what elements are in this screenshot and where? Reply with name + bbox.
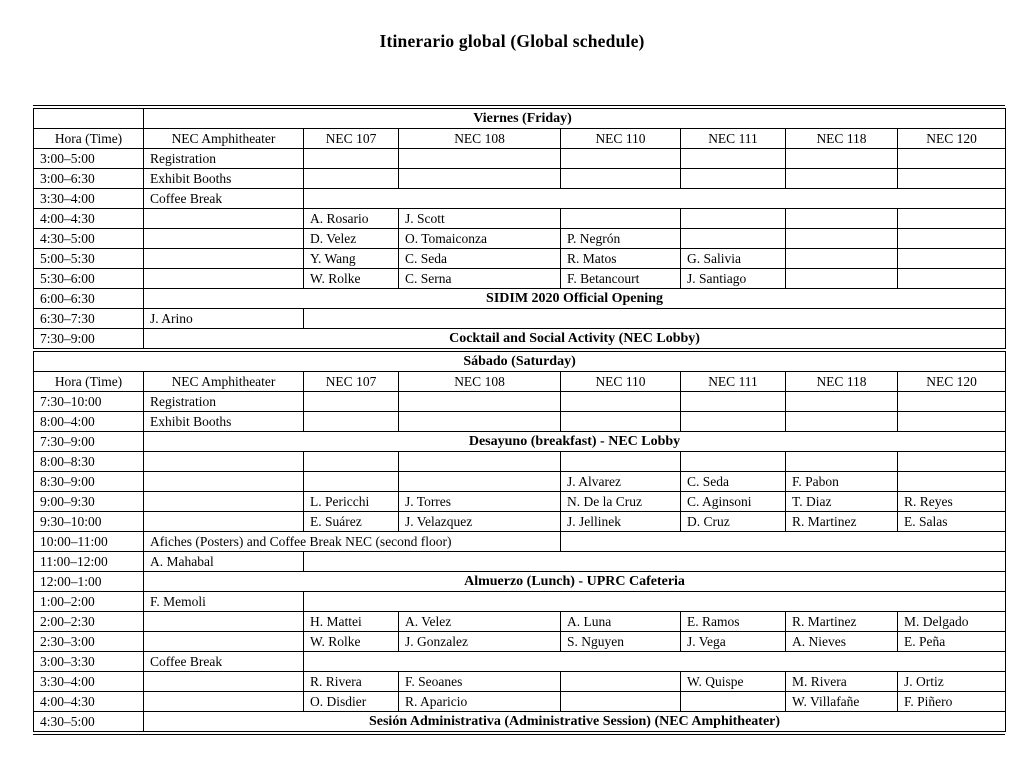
empty-cell — [898, 472, 1006, 492]
speaker-cell: C. Seda — [681, 472, 786, 492]
speaker-cell: R. Reyes — [898, 492, 1006, 512]
speaker-cell: S. Nguyen — [561, 632, 681, 652]
column-header: NEC 118 — [786, 372, 898, 392]
empty-cell — [561, 532, 1006, 552]
day-header: Viernes (Friday) — [144, 109, 1006, 129]
schedule-row — [34, 572, 1006, 592]
time-cell: 4:00–4:30 — [34, 692, 144, 712]
time-cell: 4:30–5:00 — [34, 229, 144, 249]
empty-cell — [399, 472, 561, 492]
empty-cell — [561, 672, 681, 692]
schedule-row — [34, 592, 1006, 612]
column-header: NEC 107 — [304, 372, 399, 392]
speaker-cell: E. Peña — [898, 632, 1006, 652]
time-cell: 2:30–3:00 — [34, 632, 144, 652]
empty-cell — [304, 452, 399, 472]
schedule-row — [34, 229, 1006, 249]
time-cell: 11:00–12:00 — [34, 552, 144, 572]
empty-cell — [561, 412, 681, 432]
time-cell: 8:30–9:00 — [34, 472, 144, 492]
empty-cell — [304, 552, 1006, 572]
empty-cell — [898, 149, 1006, 169]
day-header-row — [34, 109, 1006, 129]
empty-cell — [399, 169, 561, 189]
speaker-cell: R. Martinez — [786, 512, 898, 532]
empty-cell — [898, 209, 1006, 229]
speaker-cell: T. Diaz — [786, 492, 898, 512]
speaker-cell: J. Vega — [681, 632, 786, 652]
column-header: NEC 110 — [561, 129, 681, 149]
speaker-cell: J. Scott — [399, 209, 561, 229]
schedule-row — [34, 392, 1006, 412]
empty-cell — [304, 392, 399, 412]
schedule-row — [34, 249, 1006, 269]
speaker-cell: J. Torres — [399, 492, 561, 512]
speaker-cell: R. Rivera — [304, 672, 399, 692]
speaker-cell: A. Mahabal — [144, 552, 304, 572]
time-cell: 7:30–9:00 — [34, 432, 144, 452]
day-header: Sábado (Saturday) — [34, 352, 1006, 372]
empty-cell — [898, 249, 1006, 269]
column-header: NEC 110 — [561, 372, 681, 392]
time-cell: 3:00–5:00 — [34, 149, 144, 169]
empty-cell — [144, 229, 304, 249]
empty-cell — [786, 269, 898, 289]
time-cell: 5:30–6:00 — [34, 269, 144, 289]
schedule-row — [34, 672, 1006, 692]
speaker-cell: W. Villafañe — [786, 692, 898, 712]
time-cell: 5:00–5:30 — [34, 249, 144, 269]
speaker-cell: E. Salas — [898, 512, 1006, 532]
event-cell: Cocktail and Social Activity (NEC Lobby) — [144, 329, 1006, 349]
schedule — [33, 105, 1005, 735]
empty-cell — [681, 149, 786, 169]
column-header: NEC 111 — [681, 372, 786, 392]
empty-cell — [561, 452, 681, 472]
column-header: NEC 108 — [399, 129, 561, 149]
empty-cell — [786, 249, 898, 269]
column-header: NEC 120 — [898, 372, 1006, 392]
empty-cell — [786, 412, 898, 432]
column-header-row — [34, 129, 1006, 149]
speaker-cell: J. Arino — [144, 309, 304, 329]
time-cell: 12:00–1:00 — [34, 572, 144, 592]
event-cell: Almuerzo (Lunch) - UPRC Cafeteria — [144, 572, 1006, 592]
schedule-row — [34, 329, 1006, 349]
column-header: NEC Amphitheater — [144, 129, 304, 149]
time-cell: 7:30–10:00 — [34, 392, 144, 412]
speaker-cell: A. Velez — [399, 612, 561, 632]
schedule-row — [34, 309, 1006, 329]
time-cell: 3:30–4:00 — [34, 189, 144, 209]
top-rule — [33, 105, 1005, 106]
empty-cell — [304, 592, 1006, 612]
schedule-row — [34, 189, 1006, 209]
schedule-row — [34, 652, 1006, 672]
schedule-row — [34, 552, 1006, 572]
empty-cell — [898, 392, 1006, 412]
schedule-table — [33, 108, 1005, 732]
schedule-row — [34, 492, 1006, 512]
speaker-cell: J. Jellinek — [561, 512, 681, 532]
time-cell: 3:00–3:30 — [34, 652, 144, 672]
column-header: NEC Amphitheater — [144, 372, 304, 392]
empty-cell — [681, 692, 786, 712]
speaker-cell: Y. Wang — [304, 249, 399, 269]
schedule-row — [34, 452, 1006, 472]
speaker-cell: O. Disdier — [304, 692, 399, 712]
speaker-cell: R. Martinez — [786, 612, 898, 632]
day-section-table — [33, 108, 1006, 349]
schedule-row — [34, 149, 1006, 169]
empty-cell — [898, 169, 1006, 189]
time-cell: 4:30–5:00 — [34, 712, 144, 732]
schedule-row — [34, 472, 1006, 492]
empty-cell — [34, 109, 144, 129]
schedule-row — [34, 169, 1006, 189]
bottom-rule — [33, 734, 1005, 735]
empty-cell — [786, 452, 898, 472]
day-section-table — [33, 351, 1006, 732]
speaker-cell: J. Gonzalez — [399, 632, 561, 652]
event-cell: Sesión Administrativa (Administrative Session) (NEC Amphitheater) — [144, 712, 1006, 732]
event-cell: Desayuno (breakfast) - NEC Lobby — [144, 432, 1006, 452]
empty-cell — [144, 612, 304, 632]
speaker-cell: A. Luna — [561, 612, 681, 632]
empty-cell — [304, 412, 399, 432]
speaker-cell: W. Rolke — [304, 632, 399, 652]
time-cell: 10:00–11:00 — [34, 532, 144, 552]
page-title: Itinerario global (Global schedule) — [379, 31, 645, 51]
speaker-cell: Registration — [144, 392, 304, 412]
column-header: Hora (Time) — [34, 129, 144, 149]
speaker-cell: J. Ortiz — [898, 672, 1006, 692]
time-cell: 3:00–6:30 — [34, 169, 144, 189]
speaker-cell: A. Rosario — [304, 209, 399, 229]
speaker-cell: Exhibit Booths — [144, 412, 304, 432]
empty-cell — [144, 492, 304, 512]
speaker-cell: J. Velazquez — [399, 512, 561, 532]
empty-cell — [304, 169, 399, 189]
speaker-cell: F. Piñero — [898, 692, 1006, 712]
speaker-cell: R. Aparicio — [399, 692, 561, 712]
empty-cell — [681, 229, 786, 249]
empty-cell — [681, 452, 786, 472]
empty-cell — [304, 189, 1006, 209]
empty-cell — [144, 672, 304, 692]
speaker-cell: D. Velez — [304, 229, 399, 249]
speaker-cell: A. Nieves — [786, 632, 898, 652]
schedule-row — [34, 209, 1006, 229]
speaker-cell: M. Rivera — [786, 672, 898, 692]
speaker-cell: Exhibit Booths — [144, 169, 304, 189]
column-header: Hora (Time) — [34, 372, 144, 392]
day-header-row — [34, 352, 1006, 372]
empty-cell — [561, 392, 681, 412]
empty-cell — [304, 149, 399, 169]
empty-cell — [304, 472, 399, 492]
time-cell: 4:00–4:30 — [34, 209, 144, 229]
empty-cell — [144, 452, 304, 472]
speaker-cell: Coffee Break — [144, 189, 304, 209]
column-header: NEC 107 — [304, 129, 399, 149]
time-cell: 8:00–4:00 — [34, 412, 144, 432]
speaker-cell: Afiches (Posters) and Coffee Break NEC (second floor) — [144, 532, 561, 552]
schedule-row — [34, 712, 1006, 732]
empty-cell — [681, 412, 786, 432]
time-cell: 3:30–4:00 — [34, 672, 144, 692]
empty-cell — [898, 452, 1006, 472]
empty-cell — [144, 632, 304, 652]
column-header: NEC 108 — [399, 372, 561, 392]
empty-cell — [561, 149, 681, 169]
empty-cell — [144, 209, 304, 229]
column-header: NEC 118 — [786, 129, 898, 149]
empty-cell — [561, 169, 681, 189]
empty-cell — [898, 269, 1006, 289]
schedule-row — [34, 532, 1006, 552]
speaker-cell: F. Seoanes — [399, 672, 561, 692]
empty-cell — [681, 392, 786, 412]
empty-cell — [399, 412, 561, 432]
time-cell: 2:00–2:30 — [34, 612, 144, 632]
empty-cell — [786, 209, 898, 229]
speaker-cell: M. Delgado — [898, 612, 1006, 632]
empty-cell — [898, 412, 1006, 432]
schedule-row — [34, 612, 1006, 632]
speaker-cell: L. Pericchi — [304, 492, 399, 512]
empty-cell — [399, 452, 561, 472]
speaker-cell: F. Memoli — [144, 592, 304, 612]
empty-cell — [399, 392, 561, 412]
schedule-row — [34, 512, 1006, 532]
speaker-cell: E. Suárez — [304, 512, 399, 532]
empty-cell — [144, 269, 304, 289]
empty-cell — [681, 209, 786, 229]
time-cell: 6:30–7:30 — [34, 309, 144, 329]
time-cell: 9:00–9:30 — [34, 492, 144, 512]
speaker-cell: P. Negrón — [561, 229, 681, 249]
time-cell: 8:00–8:30 — [34, 452, 144, 472]
event-cell: SIDIM 2020 Official Opening — [144, 289, 1006, 309]
speaker-cell: C. Seda — [399, 249, 561, 269]
speaker-cell: J. Alvarez — [561, 472, 681, 492]
empty-cell — [144, 512, 304, 532]
empty-cell — [144, 472, 304, 492]
speaker-cell: J. Santiago — [681, 269, 786, 289]
speaker-cell: W. Rolke — [304, 269, 399, 289]
column-header-row — [34, 372, 1006, 392]
speaker-cell: E. Ramos — [681, 612, 786, 632]
speaker-cell: H. Mattei — [304, 612, 399, 632]
speaker-cell: F. Betancourt — [561, 269, 681, 289]
empty-cell — [399, 149, 561, 169]
empty-cell — [786, 169, 898, 189]
empty-cell — [786, 149, 898, 169]
schedule-row — [34, 432, 1006, 452]
schedule-row — [34, 269, 1006, 289]
speaker-cell: W. Quispe — [681, 672, 786, 692]
speaker-cell: C. Serna — [399, 269, 561, 289]
speaker-cell: N. De la Cruz — [561, 492, 681, 512]
speaker-cell: O. Tomaiconza — [399, 229, 561, 249]
time-cell: 6:00–6:30 — [34, 289, 144, 309]
empty-cell — [144, 249, 304, 269]
speaker-cell: F. Pabon — [786, 472, 898, 492]
schedule-row — [34, 632, 1006, 652]
column-header: NEC 120 — [898, 129, 1006, 149]
empty-cell — [681, 169, 786, 189]
empty-cell — [898, 229, 1006, 249]
schedule-row — [34, 412, 1006, 432]
time-cell: 7:30–9:00 — [34, 329, 144, 349]
speaker-cell: C. Aginsoni — [681, 492, 786, 512]
empty-cell — [786, 392, 898, 412]
speaker-cell: R. Matos — [561, 249, 681, 269]
empty-cell — [304, 309, 1006, 329]
empty-cell — [144, 692, 304, 712]
empty-cell — [561, 209, 681, 229]
schedule-row — [34, 289, 1006, 309]
column-header: NEC 111 — [681, 129, 786, 149]
empty-cell — [786, 229, 898, 249]
empty-cell — [304, 652, 1006, 672]
speaker-cell: Registration — [144, 149, 304, 169]
time-cell: 1:00–2:00 — [34, 592, 144, 612]
speaker-cell: D. Cruz — [681, 512, 786, 532]
time-cell: 9:30–10:00 — [34, 512, 144, 532]
speaker-cell: G. Salivia — [681, 249, 786, 269]
schedule-row — [34, 692, 1006, 712]
speaker-cell: Coffee Break — [144, 652, 304, 672]
empty-cell — [561, 692, 681, 712]
